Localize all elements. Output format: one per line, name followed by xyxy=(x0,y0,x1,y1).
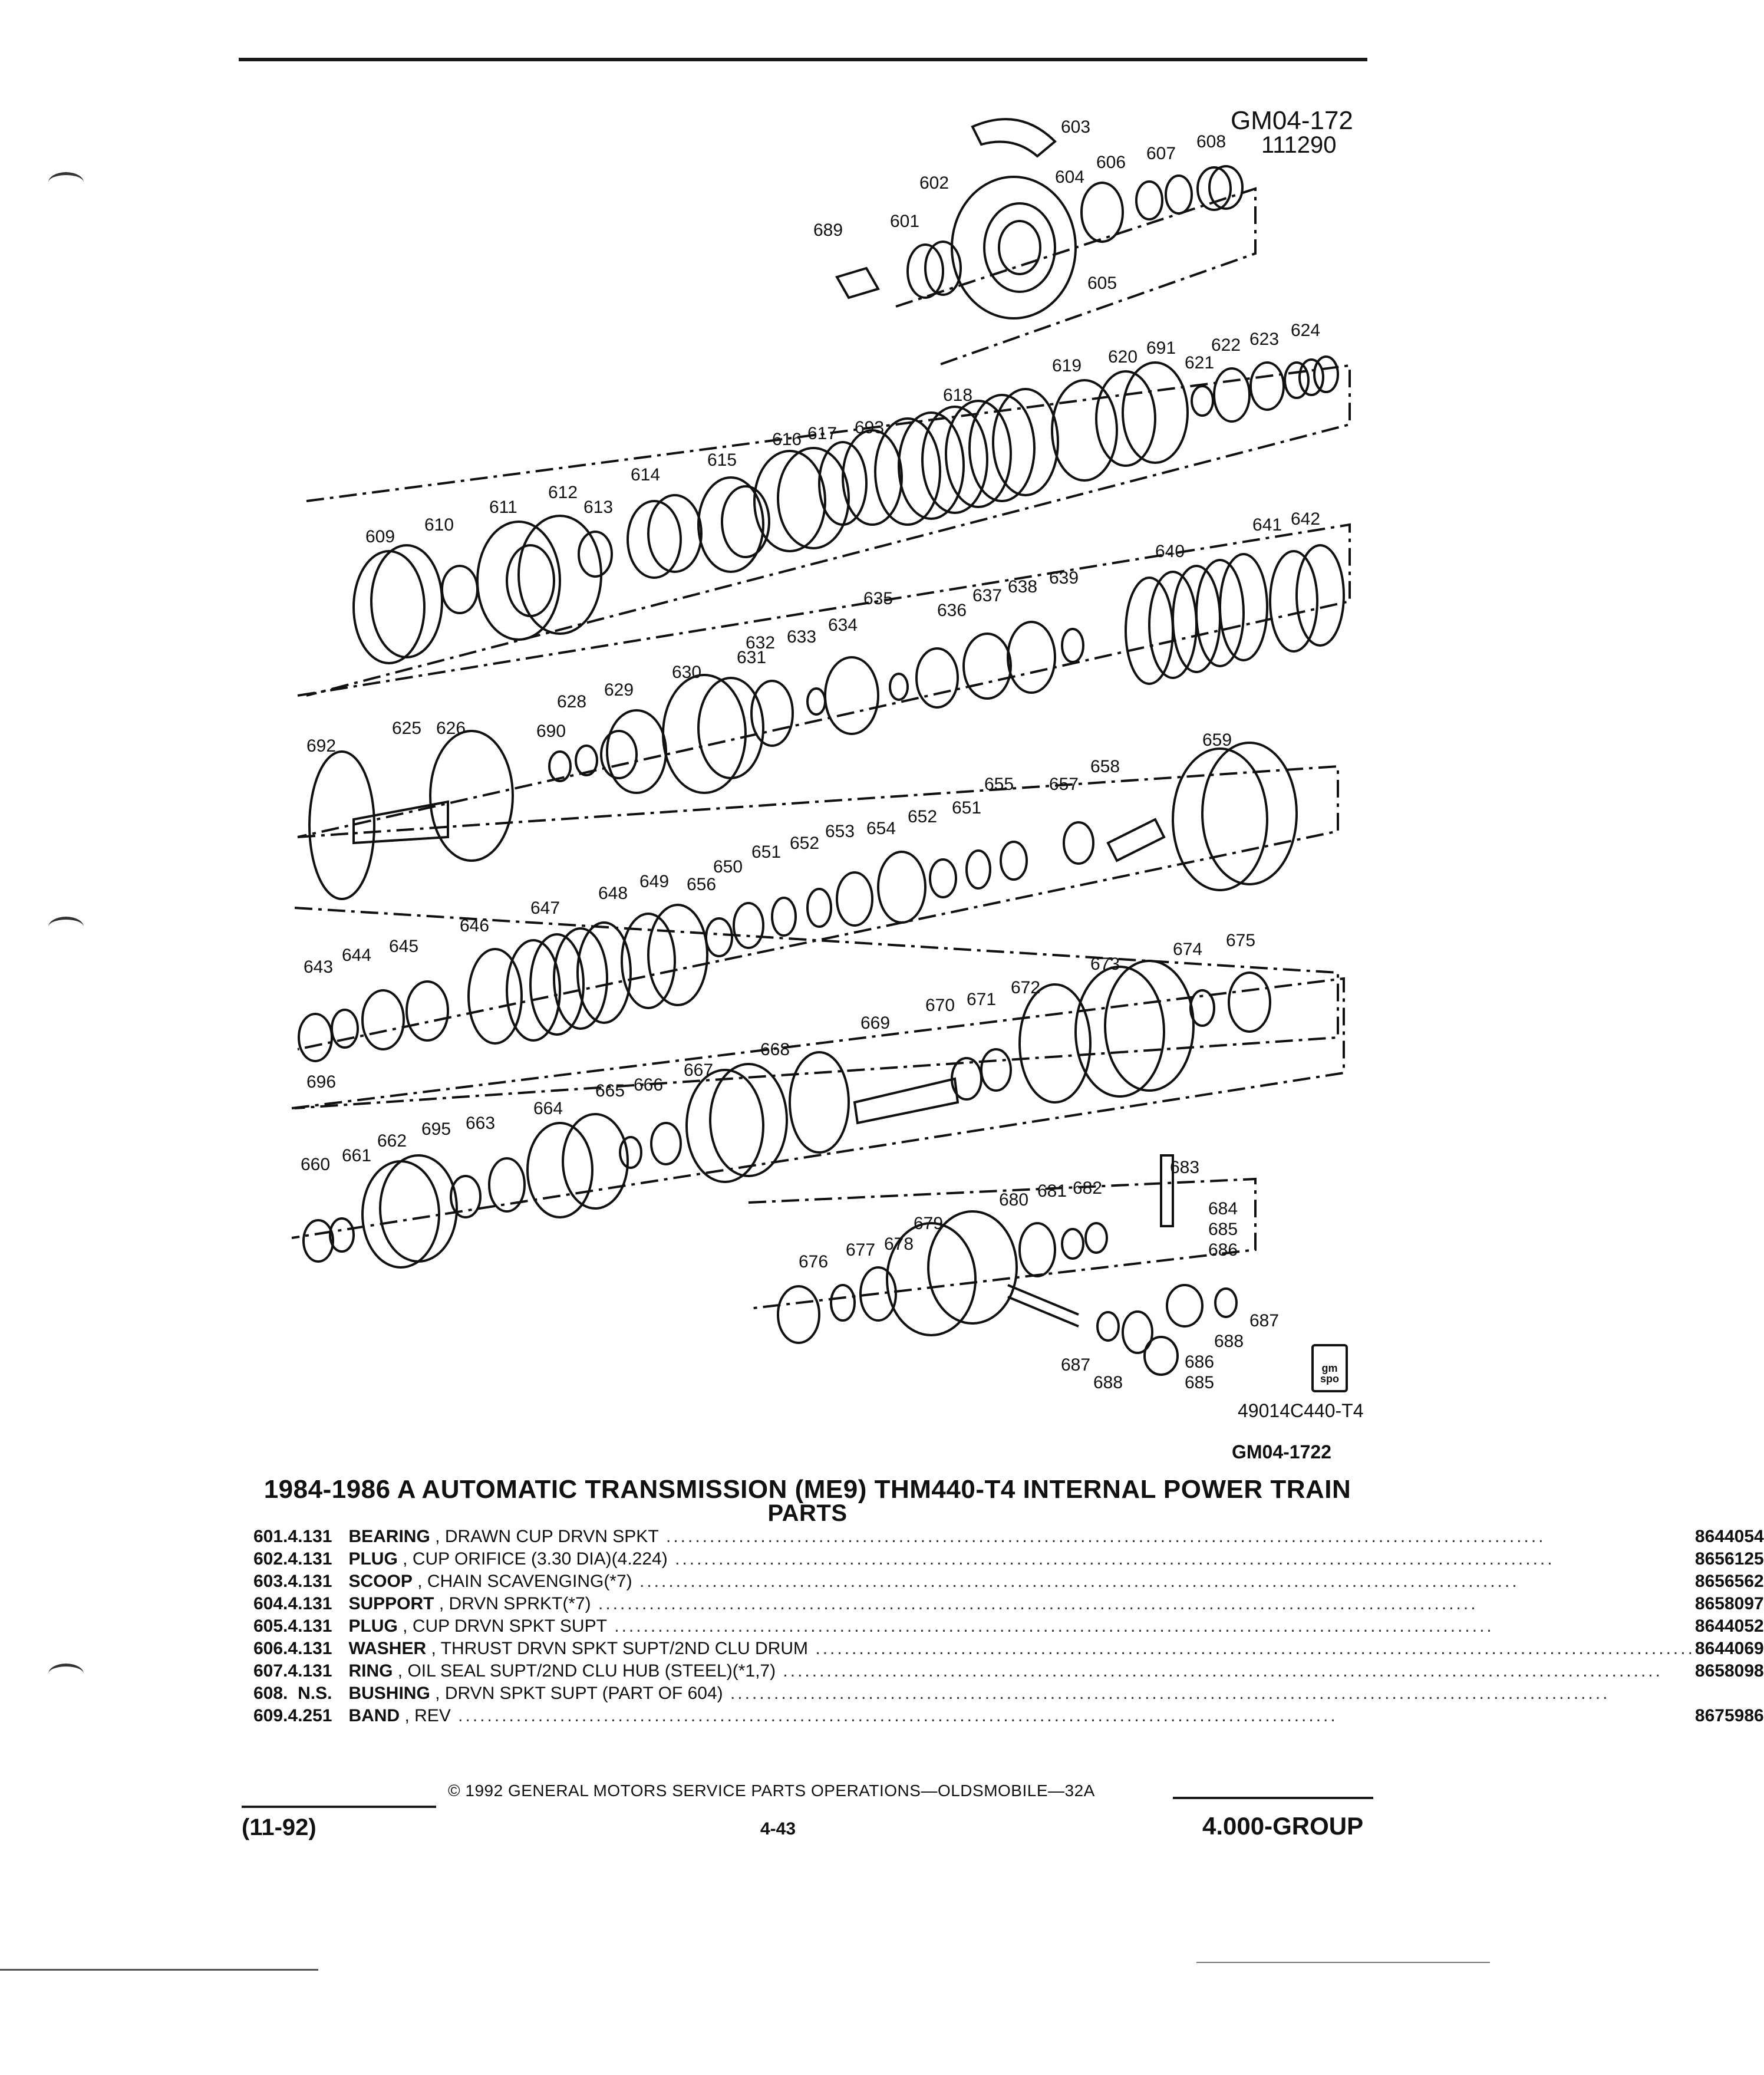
gm-spo-logo-text: gm spo xyxy=(1320,1362,1339,1385)
part-639 xyxy=(1062,629,1083,662)
part-675 xyxy=(1229,973,1270,1032)
part-688-gear xyxy=(1123,1312,1152,1353)
part-desc: , THRUST DRVN SPKT SUPT/2ND CLU DRUM xyxy=(426,1639,809,1658)
part-group: N.S. xyxy=(298,1684,332,1703)
part-641 xyxy=(1270,551,1317,651)
part-item-number: 608. xyxy=(253,1684,288,1703)
part-663 xyxy=(489,1158,525,1211)
part-649 xyxy=(648,905,707,1005)
margin-mark xyxy=(48,1664,84,1684)
part-name: BEARING xyxy=(348,1527,430,1546)
part-number xyxy=(1695,1682,1764,1705)
part-676 xyxy=(778,1286,819,1343)
part-item-number: 609. xyxy=(253,1706,288,1725)
svg-text:668: 668 xyxy=(760,1040,790,1059)
part-693 xyxy=(843,430,902,525)
svg-text:635: 635 xyxy=(863,589,893,608)
gm-subcode: 111290 xyxy=(1261,132,1337,158)
part-657 xyxy=(1064,822,1093,864)
svg-text:620: 620 xyxy=(1108,347,1138,367)
svg-text:615: 615 xyxy=(707,450,737,470)
svg-text:616: 616 xyxy=(772,430,802,449)
part-item-number: 602. xyxy=(253,1549,288,1569)
part-610 xyxy=(442,566,477,613)
part-description xyxy=(348,1570,1694,1593)
part-description xyxy=(348,1526,1694,1548)
part-desc: , CUP DRVN SPKT SUPT xyxy=(397,1616,607,1636)
part-664 xyxy=(527,1114,628,1217)
svg-text:651: 651 xyxy=(751,842,782,862)
svg-text:630: 630 xyxy=(672,663,702,682)
svg-text:695: 695 xyxy=(421,1119,451,1139)
part-637 xyxy=(964,634,1011,699)
part-item-number: 607. xyxy=(253,1661,288,1681)
part-group: 4.131 xyxy=(288,1616,332,1636)
part-631 xyxy=(751,681,793,746)
svg-text:691: 691 xyxy=(1146,338,1176,358)
footer-copyright: © 1992 GENERAL MOTORS SERVICE PARTS OPERATIONS—OLDSMOBILE—32A xyxy=(448,1781,1095,1800)
part-618-clutch-pack xyxy=(875,389,1058,525)
scan-line xyxy=(1196,1962,1490,1963)
page-title-line2: PARTS xyxy=(767,1500,848,1526)
svg-text:631: 631 xyxy=(737,648,767,667)
gm-code: GM04-172 xyxy=(1231,106,1353,135)
part-group: 4.131 xyxy=(288,1661,332,1681)
part-description xyxy=(348,1548,1694,1570)
svg-text:688: 688 xyxy=(1093,1373,1123,1392)
part-658 xyxy=(1108,819,1164,861)
svg-text:664: 664 xyxy=(533,1099,563,1118)
svg-text:609: 609 xyxy=(365,527,395,546)
svg-text:637: 637 xyxy=(972,586,1003,605)
svg-text:692: 692 xyxy=(306,736,337,756)
part-645 xyxy=(362,981,448,1049)
svg-text:640: 640 xyxy=(1155,542,1185,561)
part-number: 8656125 xyxy=(1694,1549,1764,1569)
part-689 xyxy=(837,268,878,298)
part-name: BUSHING xyxy=(348,1684,430,1703)
part-656 xyxy=(706,918,732,956)
part-item-number: 604. xyxy=(253,1594,288,1613)
svg-text:624: 624 xyxy=(1291,321,1321,340)
svg-text:670: 670 xyxy=(925,996,955,1015)
svg-text:654: 654 xyxy=(866,819,896,838)
parts-row xyxy=(253,1526,1764,1548)
part-638 xyxy=(1008,622,1055,693)
svg-text:621: 621 xyxy=(1185,353,1215,373)
parts-row xyxy=(253,1593,1764,1615)
svg-text:605: 605 xyxy=(1087,274,1117,293)
part-673 xyxy=(1076,961,1193,1096)
svg-text:647: 647 xyxy=(530,898,560,918)
part-desc: , CUP ORIFICE (3.30 DIA)(4.224) xyxy=(397,1549,668,1569)
part-number: 8644069 xyxy=(1694,1639,1764,1658)
part-651 xyxy=(772,898,796,936)
part-number: 8656562 xyxy=(1694,1572,1764,1591)
part-group: 4.131 xyxy=(288,1572,332,1591)
svg-text:685: 685 xyxy=(1208,1220,1238,1239)
part-621 xyxy=(1192,386,1213,416)
part-611-drum xyxy=(477,516,601,640)
part-660 xyxy=(304,1220,333,1262)
part-682 xyxy=(1086,1223,1107,1253)
part-item-number: 606. xyxy=(253,1639,288,1658)
part-622 xyxy=(1214,368,1249,421)
part-name: SCOOP xyxy=(348,1572,413,1591)
svg-text:633: 633 xyxy=(787,627,817,647)
svg-text:686: 686 xyxy=(1208,1240,1238,1260)
parts-table xyxy=(253,1526,1764,1727)
svg-text:687: 687 xyxy=(1061,1355,1091,1375)
part-desc: , DRVN SPKT SUPT (PART OF 604) xyxy=(430,1684,723,1703)
part-680 xyxy=(1020,1223,1055,1276)
part-632 xyxy=(807,689,825,714)
part-desc: , REV xyxy=(400,1706,451,1725)
svg-text:666: 666 xyxy=(634,1075,664,1095)
leader-dots: ......................................................................................................................... xyxy=(723,1684,1610,1703)
parts-row xyxy=(253,1705,1764,1727)
part-group: 4.131 xyxy=(288,1527,332,1546)
part-item-number: 603. xyxy=(253,1572,288,1591)
svg-text:672: 672 xyxy=(1011,978,1041,997)
svg-text:693: 693 xyxy=(855,418,885,437)
part-677 xyxy=(831,1285,855,1320)
svg-text:602: 602 xyxy=(919,173,949,193)
part-description xyxy=(348,1593,1694,1615)
svg-text:658: 658 xyxy=(1090,757,1120,776)
part-692 xyxy=(309,752,374,899)
part-description xyxy=(348,1660,1694,1682)
leader-dots: ......................................................................................................................... xyxy=(658,1527,1546,1546)
svg-text:669: 669 xyxy=(860,1013,891,1033)
part-652 xyxy=(807,889,831,927)
part-642 xyxy=(1297,545,1344,645)
svg-text:686: 686 xyxy=(1185,1352,1215,1372)
svg-text:680: 680 xyxy=(999,1190,1029,1210)
footer-rule-left xyxy=(242,1806,436,1808)
svg-text:684: 684 xyxy=(1208,1199,1238,1218)
part-number: 8675986 xyxy=(1694,1706,1764,1725)
svg-text:689: 689 xyxy=(813,220,843,240)
svg-text:618: 618 xyxy=(943,386,973,405)
svg-text:629: 629 xyxy=(604,680,634,700)
part-description xyxy=(348,1615,1694,1638)
svg-text:678: 678 xyxy=(884,1234,914,1254)
part-614-seal xyxy=(628,495,701,578)
svg-text:696: 696 xyxy=(306,1072,337,1092)
part-654 xyxy=(878,852,925,923)
svg-text:665: 665 xyxy=(595,1081,625,1101)
part-name: WASHER xyxy=(348,1639,427,1658)
svg-text:653: 653 xyxy=(825,822,855,841)
part-616 xyxy=(754,448,849,551)
part-620 xyxy=(1096,371,1155,466)
svg-text:603: 603 xyxy=(1061,117,1091,137)
illustration-number: 49014C440-T4 xyxy=(1238,1400,1364,1421)
svg-text:685: 685 xyxy=(1185,1373,1215,1392)
part-681 xyxy=(1062,1229,1083,1259)
svg-text:679: 679 xyxy=(914,1214,944,1233)
svg-text:675: 675 xyxy=(1226,931,1256,950)
svg-text:607: 607 xyxy=(1146,144,1176,163)
svg-text:625: 625 xyxy=(392,719,422,738)
svg-text:650: 650 xyxy=(713,857,743,877)
part-646 xyxy=(469,949,522,1043)
part-634 xyxy=(890,674,908,700)
part-653 xyxy=(837,872,872,925)
svg-text:681: 681 xyxy=(1037,1181,1067,1201)
svg-text:688: 688 xyxy=(1214,1332,1244,1351)
illustration-code: GM04-1722 xyxy=(1232,1441,1331,1463)
svg-text:661: 661 xyxy=(342,1146,372,1165)
part-651b xyxy=(967,851,990,888)
svg-text:612: 612 xyxy=(548,483,578,502)
svg-text:604: 604 xyxy=(1055,167,1085,187)
part-group: 4.131 xyxy=(288,1594,332,1613)
svg-text:667: 667 xyxy=(684,1060,714,1080)
part-643 xyxy=(299,1014,332,1061)
svg-text:659: 659 xyxy=(1202,730,1232,750)
parts-row xyxy=(253,1638,1764,1660)
part-desc: , DRAWN CUP DRVN SPKT xyxy=(430,1527,659,1546)
part-630 xyxy=(663,675,763,793)
leader-dots: ......................................................................................................................... xyxy=(808,1639,1695,1658)
svg-text:690: 690 xyxy=(536,722,566,741)
part-669 xyxy=(855,1079,958,1123)
parts-row xyxy=(253,1548,1764,1570)
part-613 xyxy=(579,532,612,577)
part-629 xyxy=(601,710,666,793)
svg-text:628: 628 xyxy=(557,692,587,712)
leader-dots: ......................................................................................................................... xyxy=(776,1661,1663,1681)
scan-line xyxy=(0,1969,318,1971)
svg-text:651: 651 xyxy=(952,798,982,818)
part-624 xyxy=(1285,357,1338,398)
svg-text:639: 639 xyxy=(1049,568,1079,588)
part-659-carrier xyxy=(1173,743,1297,890)
part-608-bushing xyxy=(1198,166,1242,210)
part-description xyxy=(348,1705,1694,1727)
part-group: 4.131 xyxy=(288,1549,332,1569)
part-662 xyxy=(362,1155,457,1267)
footer-date: (11-92) xyxy=(242,1814,316,1840)
part-623 xyxy=(1251,363,1284,410)
part-604-support xyxy=(952,177,1076,318)
footer-page-number: 4-43 xyxy=(760,1819,796,1839)
svg-text:626: 626 xyxy=(436,719,466,738)
leader-dots: ......................................................................................................................... xyxy=(606,1616,1494,1636)
footer-rule-right xyxy=(1173,1797,1373,1799)
leader-dots: ......................................................................................................................... xyxy=(450,1706,1338,1725)
part-number: 8644052 xyxy=(1694,1616,1764,1636)
svg-text:663: 663 xyxy=(466,1114,496,1133)
part-group: 4.251 xyxy=(288,1706,332,1725)
svg-text:606: 606 xyxy=(1096,153,1126,172)
svg-text:611: 611 xyxy=(489,498,517,517)
svg-text:641: 641 xyxy=(1252,515,1282,535)
part-description xyxy=(348,1638,1694,1660)
part-name: RING xyxy=(348,1661,393,1681)
svg-text:652: 652 xyxy=(790,834,820,853)
part-667 xyxy=(687,1064,787,1182)
svg-text:677: 677 xyxy=(846,1240,876,1260)
part-635 xyxy=(916,648,958,707)
svg-text:619: 619 xyxy=(1052,356,1082,376)
svg-text:614: 614 xyxy=(631,465,661,485)
part-640-clutch-pack xyxy=(1126,554,1267,684)
part-665 xyxy=(620,1137,641,1168)
part-606-washer xyxy=(1082,183,1123,242)
svg-text:660: 660 xyxy=(301,1155,331,1174)
leader-dots: ......................................................................................................................... xyxy=(632,1572,1519,1591)
part-description xyxy=(348,1682,1694,1705)
leader-dots: ......................................................................................................................... xyxy=(667,1549,1555,1569)
part-652b xyxy=(930,859,956,897)
svg-text:656: 656 xyxy=(687,875,717,894)
svg-text:671: 671 xyxy=(967,990,997,1009)
svg-text:655: 655 xyxy=(984,775,1014,794)
svg-text:632: 632 xyxy=(746,633,776,653)
leader-dots: ......................................................................................................................... xyxy=(591,1594,1478,1613)
part-name: BAND xyxy=(348,1706,400,1725)
part-desc: , CHAIN SCAVENGING(*7) xyxy=(412,1572,632,1591)
part-name: PLUG xyxy=(348,1616,398,1636)
svg-text:636: 636 xyxy=(937,601,967,620)
svg-text:662: 662 xyxy=(377,1131,407,1151)
svg-text:613: 613 xyxy=(583,498,614,517)
svg-text:649: 649 xyxy=(639,872,670,891)
footer-group: 4.000-GROUP xyxy=(1202,1812,1364,1840)
part-670 xyxy=(952,1058,981,1099)
svg-text:646: 646 xyxy=(460,916,490,936)
part-647-clutch-pack xyxy=(507,923,631,1040)
svg-text:687: 687 xyxy=(1249,1311,1280,1330)
svg-text:642: 642 xyxy=(1291,509,1321,529)
part-668 xyxy=(790,1052,849,1152)
svg-text:682: 682 xyxy=(1073,1178,1103,1198)
svg-text:623: 623 xyxy=(1249,330,1280,349)
part-655 xyxy=(1001,842,1027,880)
part-626-shaft xyxy=(354,731,513,861)
part-number: 8658098 xyxy=(1694,1661,1764,1681)
part-name: SUPPORT xyxy=(348,1594,434,1613)
svg-text:610: 610 xyxy=(424,515,454,535)
svg-text:644: 644 xyxy=(342,946,372,965)
parts-row xyxy=(253,1570,1764,1593)
part-666 xyxy=(651,1123,681,1164)
part-607-ring xyxy=(1136,176,1192,219)
part-number: 8644054 xyxy=(1694,1527,1764,1546)
svg-text:676: 676 xyxy=(799,1252,829,1272)
svg-text:643: 643 xyxy=(304,957,334,977)
part-number: 8658097 xyxy=(1694,1594,1764,1613)
parts-row xyxy=(253,1615,1764,1638)
part-650 xyxy=(734,903,763,948)
svg-text:617: 617 xyxy=(807,424,838,443)
part-desc: , DRVN SPRKT(*7) xyxy=(434,1594,591,1613)
part-619 xyxy=(1052,380,1117,480)
parts-row xyxy=(253,1660,1764,1682)
part-desc: , OIL SEAL SUPT/2ND CLU HUB (STEEL)(*1,7) xyxy=(393,1661,776,1681)
svg-text:622: 622 xyxy=(1211,335,1241,355)
part-679-diff-case xyxy=(887,1211,1017,1335)
svg-text:638: 638 xyxy=(1008,577,1038,597)
part-name: PLUG xyxy=(348,1549,398,1569)
svg-text:601: 601 xyxy=(890,212,920,231)
part-item-number: 605. xyxy=(253,1616,288,1636)
gm-spo-logo xyxy=(1311,1344,1348,1392)
part-633 xyxy=(825,657,878,734)
page-title: 1984-1986 A AUTOMATIC TRANSMISSION (ME9) THM440-T4 INTERNAL POWER TRAIN xyxy=(263,1475,1351,1504)
part-603-scoop xyxy=(972,119,1055,156)
svg-text:648: 648 xyxy=(598,884,628,903)
part-644 xyxy=(332,1010,358,1048)
part-609-band xyxy=(354,545,442,663)
svg-text:683: 683 xyxy=(1170,1158,1200,1177)
part-group: 4.131 xyxy=(288,1639,332,1658)
parts-row xyxy=(253,1682,1764,1705)
part-671 xyxy=(981,1049,1011,1091)
svg-text:652: 652 xyxy=(908,807,938,826)
svg-text:608: 608 xyxy=(1196,132,1226,151)
svg-text:645: 645 xyxy=(389,937,419,956)
svg-text:657: 657 xyxy=(1049,775,1079,794)
svg-text:673: 673 xyxy=(1090,954,1120,974)
svg-text:634: 634 xyxy=(828,615,858,635)
svg-text:674: 674 xyxy=(1173,940,1203,959)
part-item-number: 601. xyxy=(253,1527,288,1546)
